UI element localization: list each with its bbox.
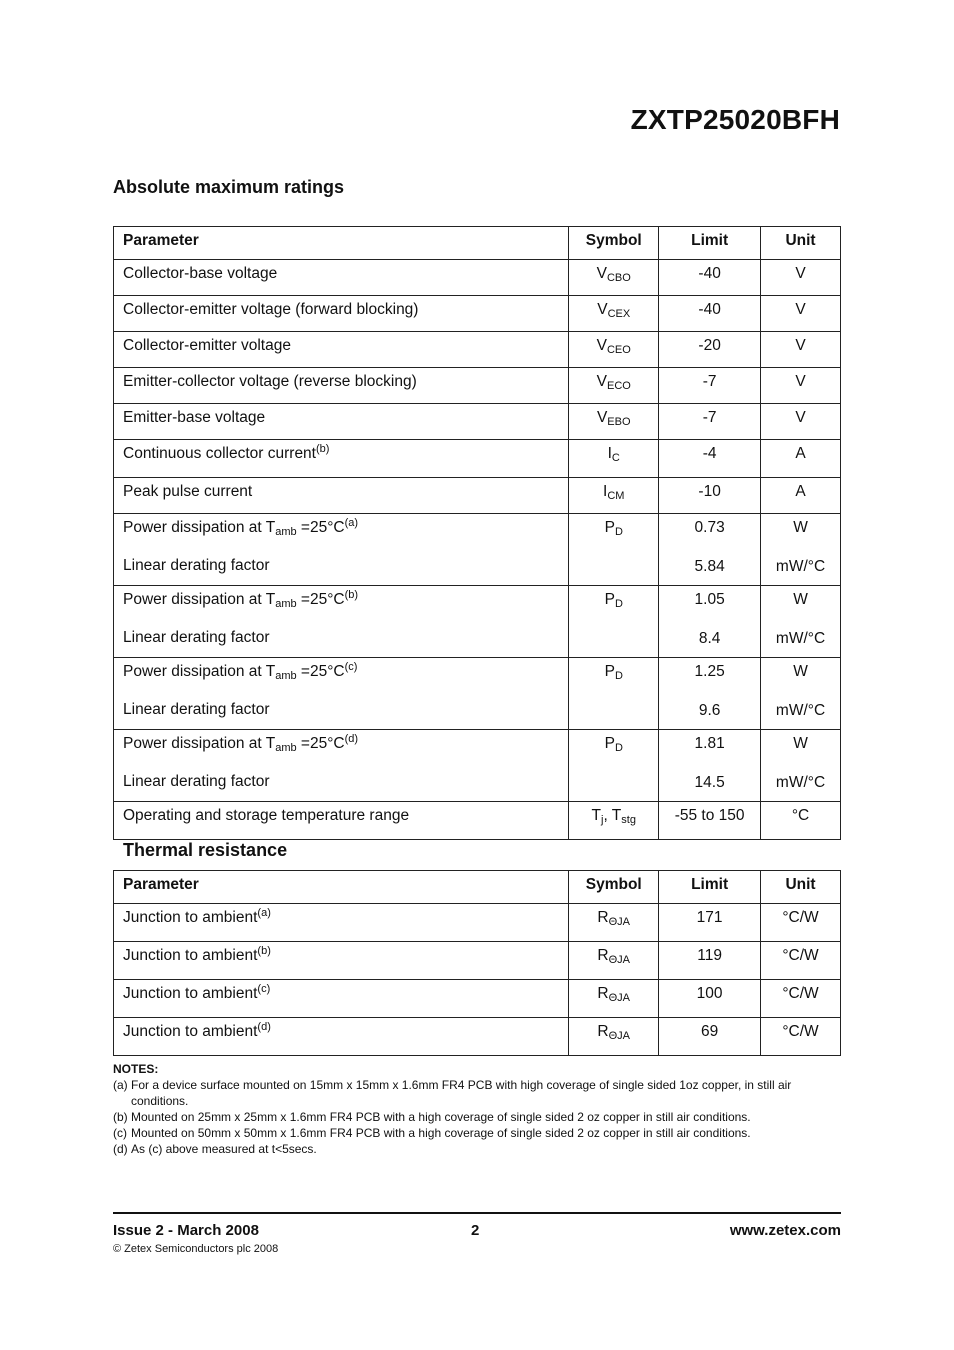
cell-symbol: $I_{CM}$ xyxy=(569,478,659,514)
cell-parameter: Power dissipation at $T_{amb} =25^\circ C^{(d)}$ Linear derating factor xyxy=(114,730,569,802)
table-row xyxy=(114,404,841,440)
cell-symbol: $P_D$ xyxy=(569,514,659,586)
header-symbol: Symbol xyxy=(569,227,659,260)
cell-parameter: Collector-emitter voltage xyxy=(114,332,569,368)
cell-limit: -40 xyxy=(659,296,761,332)
cell-parameter: Junction to ambient$^{(b)}$ xyxy=(114,942,569,980)
cell-parameter: Junction to ambient$^{(a)}$ xyxy=(114,904,569,942)
cell-symbol: $P_D$ xyxy=(569,730,659,802)
cell-unit: °C/W xyxy=(761,1018,841,1056)
cell-parameter: Continuous collector current$^{(b)}$ xyxy=(114,440,569,478)
header-symbol: Symbol xyxy=(569,871,659,904)
note-item: (d) As (c) above measured at t<5secs. xyxy=(113,1142,317,1156)
table-row xyxy=(114,296,841,332)
cell-limit: -4 xyxy=(659,440,761,478)
header-limit: Limit xyxy=(659,227,761,260)
cell-symbol: $I_C$ xyxy=(569,440,659,478)
cell-unit: W mW/°C xyxy=(761,658,841,730)
table-row xyxy=(114,586,841,658)
cell-unit: °C/W xyxy=(761,942,841,980)
cell-limit: 1.05 8.4 xyxy=(659,586,761,658)
header-parameter: Parameter xyxy=(114,871,569,904)
table-row xyxy=(114,802,841,840)
footer-copyright: © Zetex Semiconductors plc 2008 xyxy=(113,1243,279,1255)
cell-parameter: Junction to ambient$^{(c)}$ xyxy=(114,980,569,1018)
cell-symbol: $P_D$ xyxy=(569,658,659,730)
footer-website-link[interactable]: www.zetex.com xyxy=(729,1222,841,1239)
table-header-row xyxy=(114,227,841,260)
cell-limit: 171 xyxy=(659,904,761,942)
cell-unit: V xyxy=(761,296,841,332)
cell-limit: -40 xyxy=(659,260,761,296)
part-number: ZXTP25020BFH xyxy=(630,104,840,135)
table-row xyxy=(114,730,841,802)
table-row xyxy=(114,368,841,404)
table-row xyxy=(114,942,841,980)
notes-title: NOTES: xyxy=(113,1062,159,1076)
cell-unit: W mW/°C xyxy=(761,586,841,658)
cell-symbol: $V_{EBO}$ xyxy=(569,404,659,440)
header-parameter: Parameter xyxy=(114,227,569,260)
cell-unit: V xyxy=(761,332,841,368)
table-row xyxy=(114,980,841,1018)
table-header-row xyxy=(114,871,841,904)
cell-parameter: Emitter-base voltage xyxy=(114,404,569,440)
cell-unit: A xyxy=(761,440,841,478)
table-row xyxy=(114,260,841,296)
cell-symbol: $V_{CEO}$ xyxy=(569,332,659,368)
cell-limit: -55 to 150 xyxy=(659,802,761,840)
cell-parameter: Operating and storage temperature range xyxy=(114,802,569,840)
cell-symbol: $T_j$, $T_{stg}$ xyxy=(569,802,659,840)
footer-divider xyxy=(113,1212,841,1214)
cell-parameter: Junction to ambient$^{(d)}$ xyxy=(114,1018,569,1056)
cell-unit: V xyxy=(761,404,841,440)
cell-limit: 1.81 14.5 xyxy=(659,730,761,802)
absolute-maximum-ratings-table xyxy=(113,226,841,840)
section-title-absolute-maximum-ratings: Absolute maximum ratings xyxy=(113,177,345,197)
cell-limit: -20 xyxy=(659,332,761,368)
cell-parameter: Power dissipation at $T_{amb} =25^\circ C^{(a)}$ Linear derating factor xyxy=(114,514,569,586)
table-row xyxy=(114,514,841,586)
header-unit: Unit xyxy=(761,871,841,904)
cell-limit: -7 xyxy=(659,368,761,404)
cell-limit: 69 xyxy=(659,1018,761,1056)
thermal-resistance-table xyxy=(113,870,841,1056)
cell-symbol: $V_{ECO}$ xyxy=(569,368,659,404)
cell-limit: 119 xyxy=(659,942,761,980)
cell-symbol: $P_D$ xyxy=(569,586,659,658)
cell-unit: W mW/°C xyxy=(761,514,841,586)
cell-symbol: $R_{\Theta JA}$ xyxy=(569,980,659,1018)
header-unit: Unit xyxy=(761,227,841,260)
cell-parameter: Emitter-collector voltage (reverse blocking) xyxy=(114,368,569,404)
cell-symbol: $V_{CBO}$ xyxy=(569,260,659,296)
cell-parameter: Collector-emitter voltage (forward blocking) xyxy=(114,296,569,332)
note-item: (a) For a device surface mounted on 15mm x 15mm x 1.6mm FR4 PCB with high coverage of single sided 1oz copper, in still air conditions. xyxy=(113,1078,792,1108)
cell-limit: -7 xyxy=(659,404,761,440)
cell-unit: V xyxy=(761,368,841,404)
cell-limit: 0.73 5.84 xyxy=(659,514,761,586)
notes xyxy=(113,1061,843,1157)
cell-unit: A xyxy=(761,478,841,514)
cell-limit: 100 xyxy=(659,980,761,1018)
cell-parameter: Collector-base voltage xyxy=(114,260,569,296)
cell-symbol: $R_{\Theta JA}$ xyxy=(569,904,659,942)
cell-symbol: $R_{\Theta JA}$ xyxy=(569,942,659,980)
table-row xyxy=(114,904,841,942)
table-row xyxy=(114,478,841,514)
cell-limit: 1.25 9.6 xyxy=(659,658,761,730)
table-row xyxy=(114,332,841,368)
cell-unit: °C/W xyxy=(761,980,841,1018)
table-row xyxy=(114,658,841,730)
header-limit: Limit xyxy=(659,871,761,904)
cell-parameter: Power dissipation at $T_{amb} =25^\circ C^{(c)}$ Linear derating factor xyxy=(114,658,569,730)
cell-unit: W mW/°C xyxy=(761,730,841,802)
note-item: (c) Mounted on 50mm x 50mm x 1.6mm FR4 PCB with a high coverage of single sided 2 oz copper in still air conditions. xyxy=(113,1126,751,1140)
table-row xyxy=(114,1018,841,1056)
footer-page-number: 2 xyxy=(471,1222,480,1239)
table-row xyxy=(114,440,841,478)
cell-unit: V xyxy=(761,260,841,296)
cell-parameter: Peak pulse current xyxy=(114,478,569,514)
cell-symbol: $V_{CEX}$ xyxy=(569,296,659,332)
cell-limit: -10 xyxy=(659,478,761,514)
cell-symbol: $R_{\Theta JA}$ xyxy=(569,1018,659,1056)
footer-issue: Issue 2 - March 2008 xyxy=(113,1222,259,1239)
section-title-thermal-resistance: Thermal resistance xyxy=(123,840,288,860)
cell-unit: °C xyxy=(761,802,841,840)
note-item: (b) Mounted on 25mm x 25mm x 1.6mm FR4 PCB with a high coverage of single sided 2 oz copper in still air conditions. xyxy=(113,1110,751,1124)
cell-unit: °C/W xyxy=(761,904,841,942)
cell-parameter: Power dissipation at $T_{amb} =25^\circ C^{(b)}$ Linear derating factor xyxy=(114,586,569,658)
